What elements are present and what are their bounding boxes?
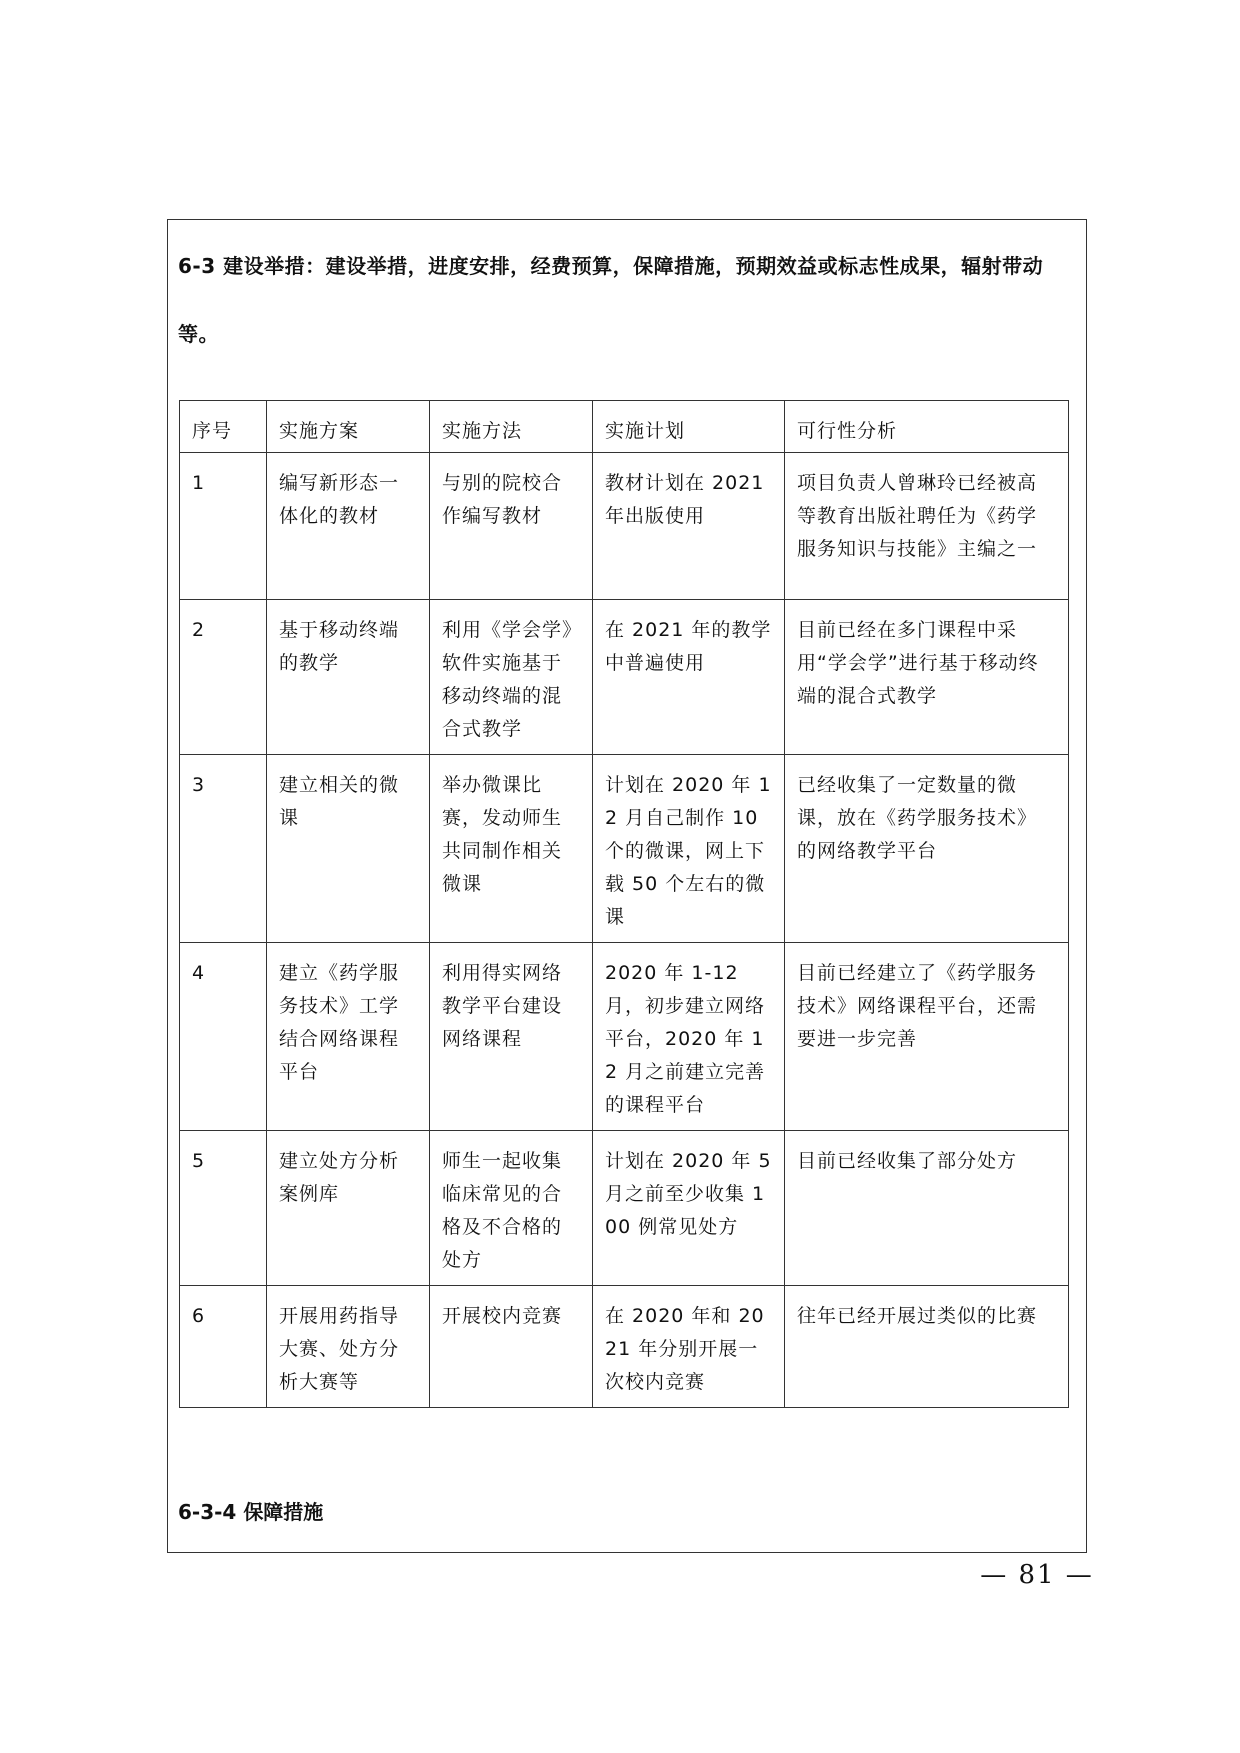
table-row bbox=[180, 600, 1069, 755]
table-row bbox=[180, 1131, 1069, 1286]
cell-method: 举办微课比赛，发动师生共同制作相关微课 bbox=[430, 755, 593, 943]
cell-schedule: 计划在 2020 年 12 月自己制作 10 个的微课，网上下载 50 个左右的微课 bbox=[593, 755, 785, 943]
header-schedule: 实施计划 bbox=[593, 401, 785, 453]
table-header-row bbox=[180, 401, 1069, 453]
implementation-table bbox=[179, 400, 1069, 1408]
section-heading: 6-3 建设举措：建设举措，进度安排，经费预算，保障措施，预期效益或标志性成果，辐射带动等。 bbox=[178, 254, 1044, 346]
header-plan: 实施方案 bbox=[267, 401, 430, 453]
header-index: 序号 bbox=[180, 401, 267, 453]
cell-index: 1 bbox=[180, 453, 267, 600]
cell-schedule: 教材计划在 2021 年出版使用 bbox=[593, 453, 785, 600]
cell-feasibility: 已经收集了一定数量的微课，放在《药学服务技术》的网络教学平台 bbox=[785, 755, 1069, 943]
cell-index: 5 bbox=[180, 1131, 267, 1286]
cell-feasibility: 目前已经收集了部分处方 bbox=[785, 1131, 1069, 1286]
cell-index: 2 bbox=[180, 600, 267, 755]
cell-feasibility: 目前已经建立了《药学服务技术》网络课程平台，还需要进一步完善 bbox=[785, 943, 1069, 1131]
table-row bbox=[180, 943, 1069, 1131]
cell-index: 3 bbox=[180, 755, 267, 943]
subsection-heading: 6-3-4 保障措施 bbox=[178, 1500, 324, 1524]
cell-schedule: 计划在 2020 年 5 月之前至少收集 100 例常见处方 bbox=[593, 1131, 785, 1286]
cell-index: 6 bbox=[180, 1286, 267, 1408]
table-row bbox=[180, 755, 1069, 943]
cell-plan: 编写新形态一体化的教材 bbox=[267, 453, 430, 600]
cell-method: 开展校内竞赛 bbox=[430, 1286, 593, 1408]
cell-method: 利用得实网络教学平台建设网络课程 bbox=[430, 943, 593, 1131]
header-feasibility: 可行性分析 bbox=[785, 401, 1069, 453]
table-row bbox=[180, 1286, 1069, 1408]
cell-feasibility: 目前已经在多门课程中采用“学会学”进行基于移动终端的混合式教学 bbox=[785, 600, 1069, 755]
cell-plan: 建立相关的微课 bbox=[267, 755, 430, 943]
cell-feasibility: 项目负责人曾琳玲已经被高等教育出版社聘任为《药学服务知识与技能》主编之一 bbox=[785, 453, 1069, 600]
cell-schedule: 2020 年 1-12 月，初步建立网络平台，2020 年 12 月之前建立完善的课程平台 bbox=[593, 943, 785, 1131]
header-method: 实施方法 bbox=[430, 401, 593, 453]
cell-method: 与别的院校合作编写教材 bbox=[430, 453, 593, 600]
cell-method: 师生一起收集临床常见的合格及不合格的处方 bbox=[430, 1131, 593, 1286]
cell-feasibility: 往年已经开展过类似的比赛 bbox=[785, 1286, 1069, 1408]
cell-schedule: 在 2020 年和 2021 年分别开展一次校内竞赛 bbox=[593, 1286, 785, 1408]
cell-method: 利用《学会学》软件实施基于移动终端的混合式教学 bbox=[430, 600, 593, 755]
page-number: — 81 — bbox=[980, 1560, 1094, 1590]
cell-plan: 开展用药指导大赛、处方分析大赛等 bbox=[267, 1286, 430, 1408]
cell-schedule: 在 2021 年的教学中普遍使用 bbox=[593, 600, 785, 755]
table-row bbox=[180, 453, 1069, 600]
cell-plan: 建立处方分析案例库 bbox=[267, 1131, 430, 1286]
cell-plan: 基于移动终端的教学 bbox=[267, 600, 430, 755]
cell-plan: 建立《药学服务技术》工学结合网络课程平台 bbox=[267, 943, 430, 1131]
cell-index: 4 bbox=[180, 943, 267, 1131]
